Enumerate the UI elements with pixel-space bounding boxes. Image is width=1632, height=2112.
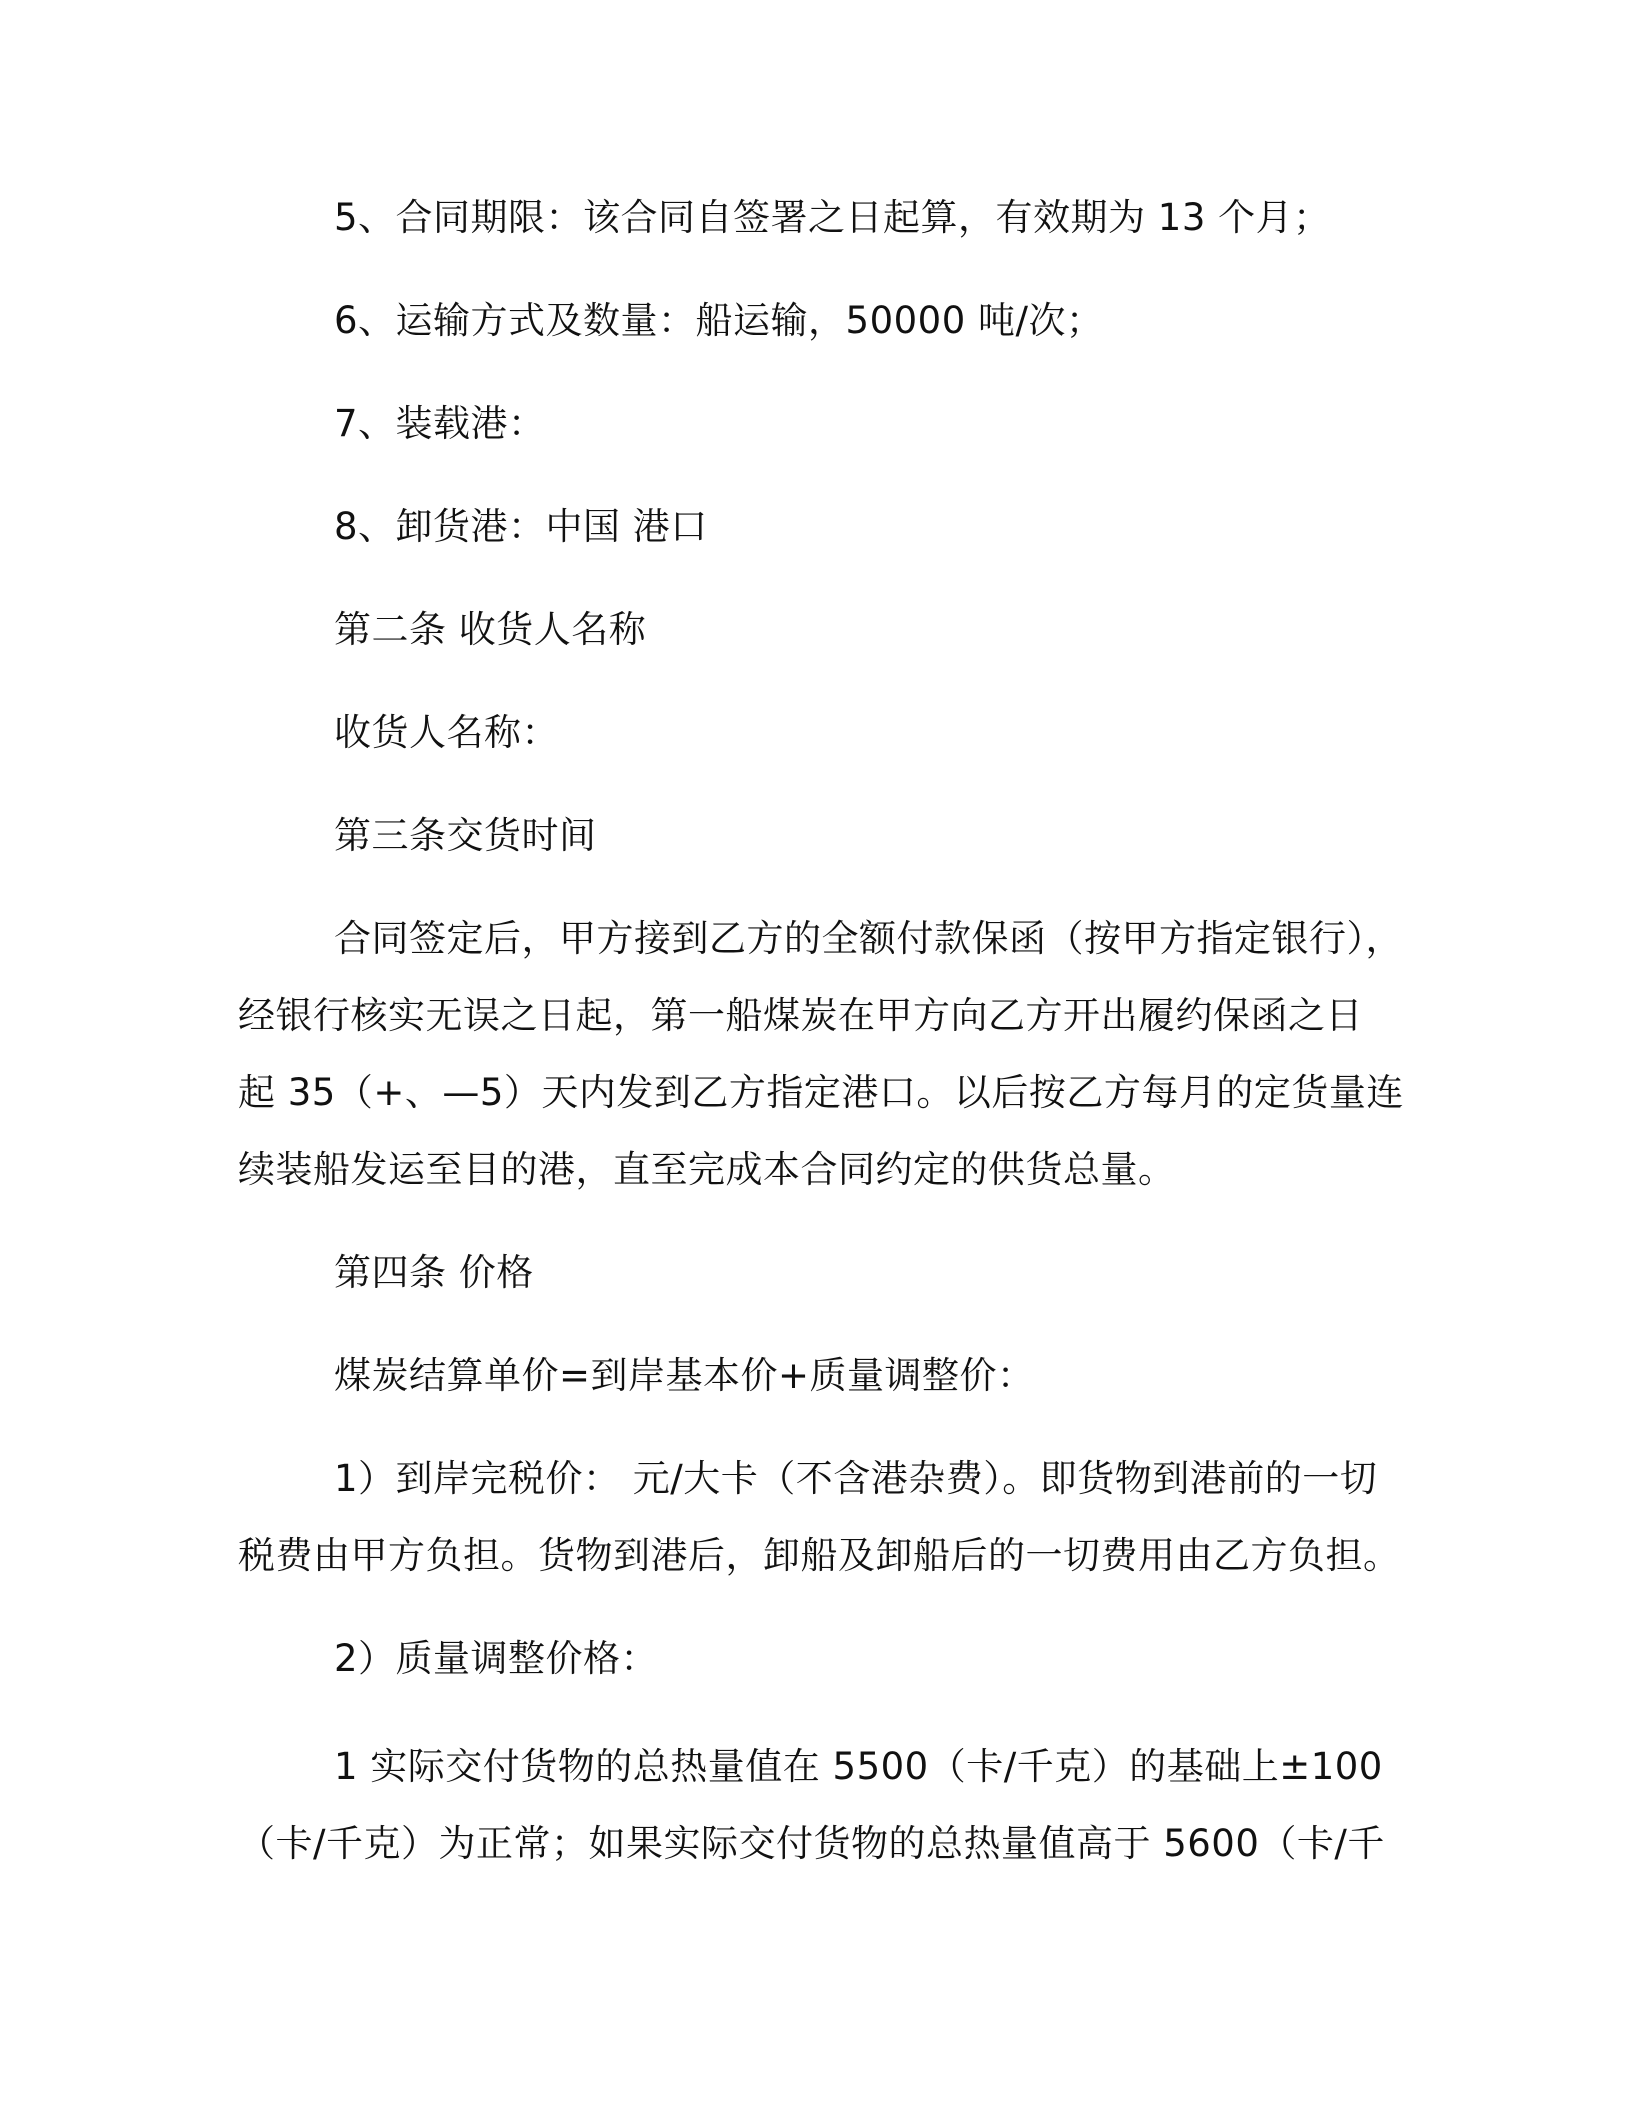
clause-7-loading-port: 7、装载港： [334, 402, 546, 445]
quality-adjust-line-1: 1 实际交付货物的总热量值在 5500（卡/千克）的基础上±100 [334, 1745, 1383, 1788]
consignee-name-label: 收货人名称： [334, 711, 559, 754]
price-item-1-line-1: 1）到岸完税价： 元/大卡（不含港杂费）。即货物到港前的一切 [334, 1457, 1378, 1500]
article-3-heading: 第三条交货时间 [334, 814, 597, 857]
delivery-paragraph-line-4: 续装船发运至目的港，直至完成本合同约定的供货总量。 [238, 1148, 1176, 1191]
delivery-paragraph-line-2: 经银行核实无误之日起，第一船煤炭在甲方向乙方开出履约保函之日 [238, 994, 1363, 1037]
delivery-paragraph-line-3: 起 35（+、—5）天内发到乙方指定港口。以后按乙方每月的定货量连 [238, 1071, 1404, 1114]
price-item-2-heading: 2）质量调整价格： [334, 1637, 659, 1680]
article-4-heading: 第四条 价格 [334, 1251, 534, 1294]
clause-5-contract-term: 5、合同期限：该合同自签署之日起算，有效期为 13 个月； [334, 196, 1331, 239]
quality-adjust-line-2: （卡/千克）为正常；如果实际交付货物的总热量值高于 5600（卡/千 [238, 1822, 1385, 1865]
price-item-1-line-2: 税费由甲方负担。货物到港后，卸船及卸船后的一切费用由乙方负担。 [238, 1534, 1401, 1577]
article-2-heading: 第二条 收货人名称 [334, 608, 647, 651]
clause-6-transport: 6、运输方式及数量：船运输，50000 吨/次； [334, 299, 1104, 342]
delivery-paragraph-line-1: 合同签定后，甲方接到乙方的全额付款保函（按甲方指定银行）， [334, 917, 1403, 960]
clause-8-unloading-port: 8、卸货港：中国 港口 [334, 505, 708, 548]
price-formula: 煤炭结算单价=到岸基本价+质量调整价： [334, 1354, 1035, 1397]
